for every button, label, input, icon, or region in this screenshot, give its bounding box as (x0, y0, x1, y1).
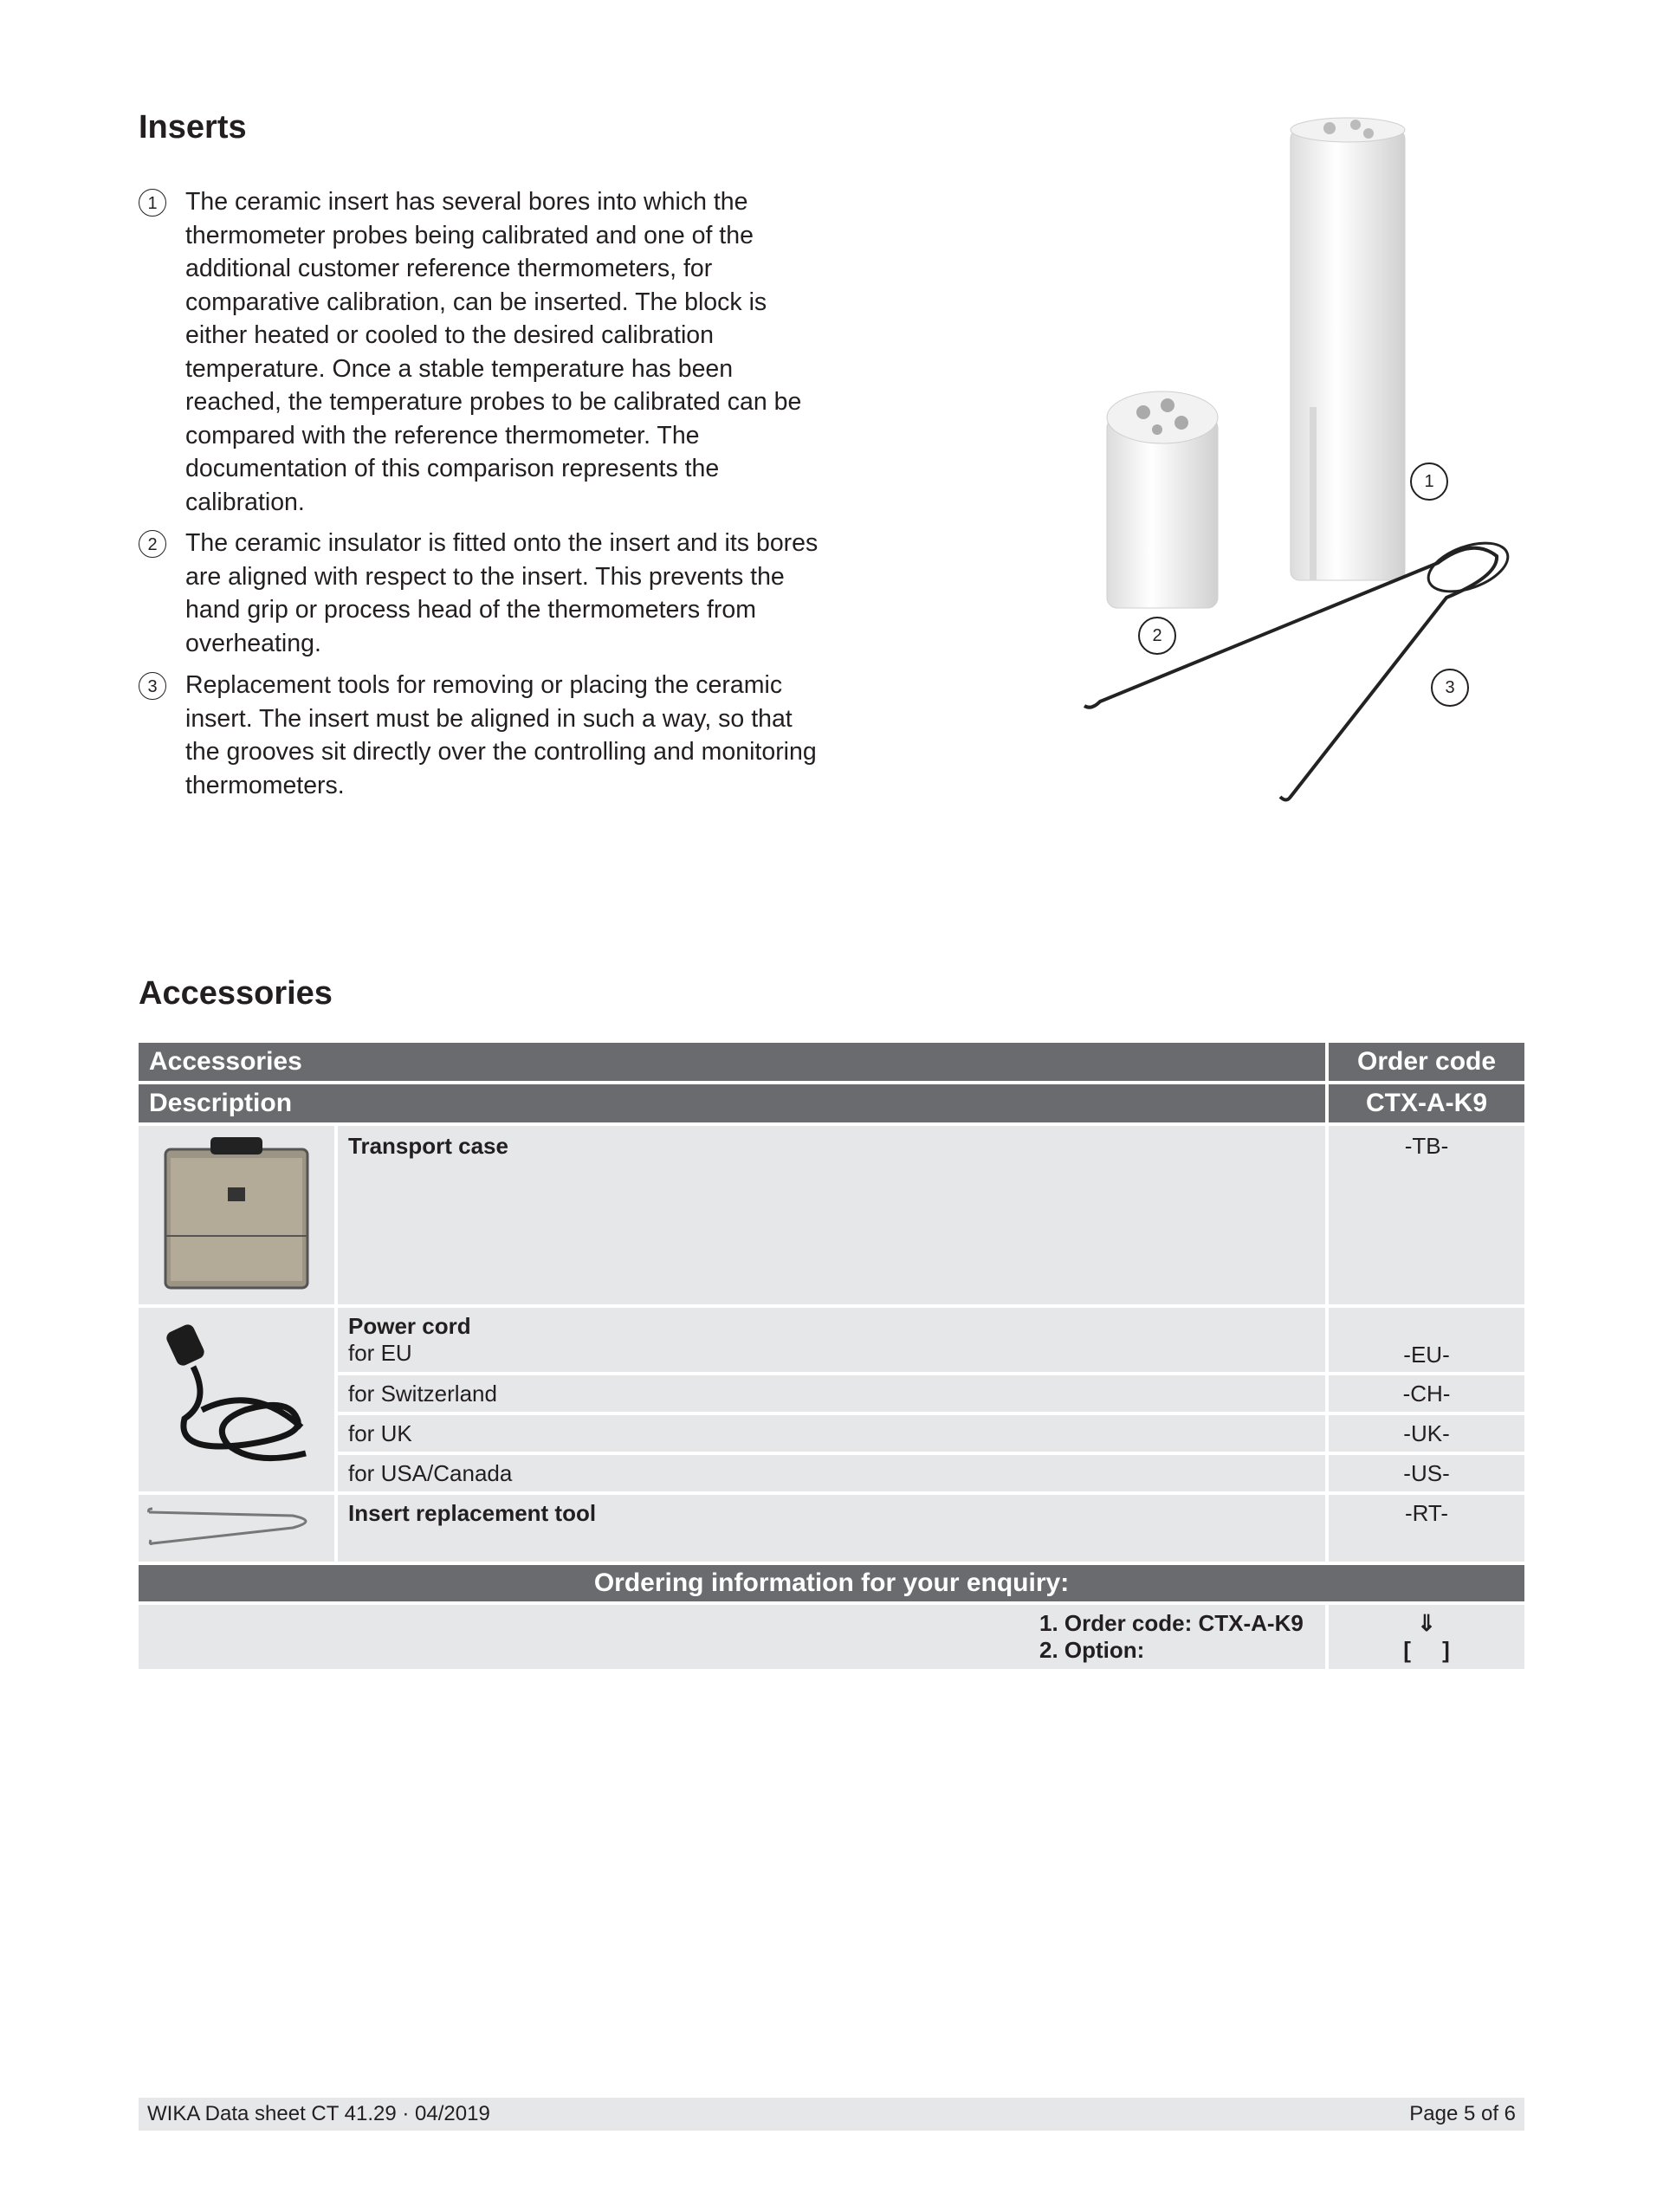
ordering-option-box: ⇓ [ ] (1329, 1605, 1524, 1669)
callout-2: 2 (1138, 617, 1176, 655)
table-subheader-row (139, 1084, 1524, 1122)
table-row (139, 1415, 1524, 1452)
table-row (139, 1375, 1524, 1412)
power-uk-code: -UK- (1329, 1415, 1524, 1452)
power-ch-label: for Switzerland (338, 1375, 1325, 1412)
power-cord-icon (150, 1315, 323, 1479)
footer-document-id: WIKA Data sheet CT 41.29 · 04/2019 (147, 2102, 490, 2125)
inserts-heading: Inserts (139, 109, 247, 146)
power-us-label: for USA/Canada (338, 1455, 1325, 1491)
table-row (139, 1308, 1524, 1372)
ceramic-insert-shape (1291, 118, 1405, 580)
page-footer (139, 2098, 1524, 2131)
replacement-tool-code: -RT- (1329, 1495, 1524, 1562)
ordering-steps: 1. Order code: CTX-A-K9 2. Option: (139, 1605, 1325, 1669)
insert-item-2 (139, 527, 823, 660)
transport-case-image (139, 1126, 334, 1304)
insert-item-text: The ceramic insert has several bores into which the thermometer probes being calibrated and one of the additional customer reference thermometers, for comparative calibration, can be inserted. The block is either heated or cooled to the desired calibration temperature. Once a stable temperature has been reached, the temperature probes to be calibrated can be compared with the reference thermometer. The documentation of this comparison represents the calibration. (185, 188, 802, 516)
ceramic-insulator-shape (1107, 391, 1218, 608)
transport-case-code: -TB- (1329, 1126, 1524, 1304)
callout-1: 1 (1410, 462, 1448, 501)
power-cord-image (139, 1308, 334, 1491)
power-ch-code: -CH- (1329, 1375, 1524, 1412)
header-description: Description (139, 1084, 1325, 1122)
header-accessories: Accessories (139, 1043, 1325, 1081)
table-row (139, 1495, 1524, 1562)
power-uk-label: for UK (338, 1415, 1325, 1452)
accessories-heading: Accessories (139, 975, 333, 1012)
replacement-tool-icon (146, 1495, 327, 1556)
header-product-code: CTX-A-K9 (1329, 1084, 1524, 1122)
footer-page-number: Page 5 of 6 (1409, 2102, 1516, 2125)
ordering-header-row (139, 1565, 1524, 1601)
insert-item-1 (139, 185, 823, 519)
header-order-code: Order code (1329, 1043, 1524, 1081)
callout-3: 3 (1431, 669, 1469, 707)
item-number-badge: 2 (139, 530, 166, 558)
replacement-tool-image (139, 1495, 334, 1562)
insert-item-text: Replacement tools for removing or placing the ceramic insert. The insert must be aligned in such a way, so that the grooves sit directly over the controlling and monitoring thermometers. (185, 671, 817, 799)
table-header-row (139, 1043, 1524, 1081)
ordering-row (139, 1605, 1524, 1669)
insert-item-text: The ceramic insulator is fitted onto the insert and its bores are aligned with respect to the insert. This prevents the hand grip or process head of the thermometers from overheating. (185, 529, 819, 657)
accessories-table (135, 1039, 1528, 1672)
replacement-tool-label: Insert replacement tool (338, 1495, 1325, 1562)
transport-case-icon (159, 1132, 314, 1293)
transport-case-label: Transport case (338, 1126, 1325, 1304)
table-row (139, 1455, 1524, 1491)
power-us-code: -US- (1329, 1455, 1524, 1491)
table-row (139, 1126, 1524, 1304)
ordering-title: Ordering information for your enquiry: (139, 1565, 1524, 1601)
item-number-badge: 1 (139, 189, 166, 217)
item-number-badge: 3 (139, 672, 166, 700)
ceramic-inserts-illustration (1074, 113, 1542, 805)
power-eu-code: -EU- (1329, 1308, 1524, 1372)
insert-item-3 (139, 669, 823, 802)
power-cord-label: Power cord for EU (338, 1308, 1325, 1372)
